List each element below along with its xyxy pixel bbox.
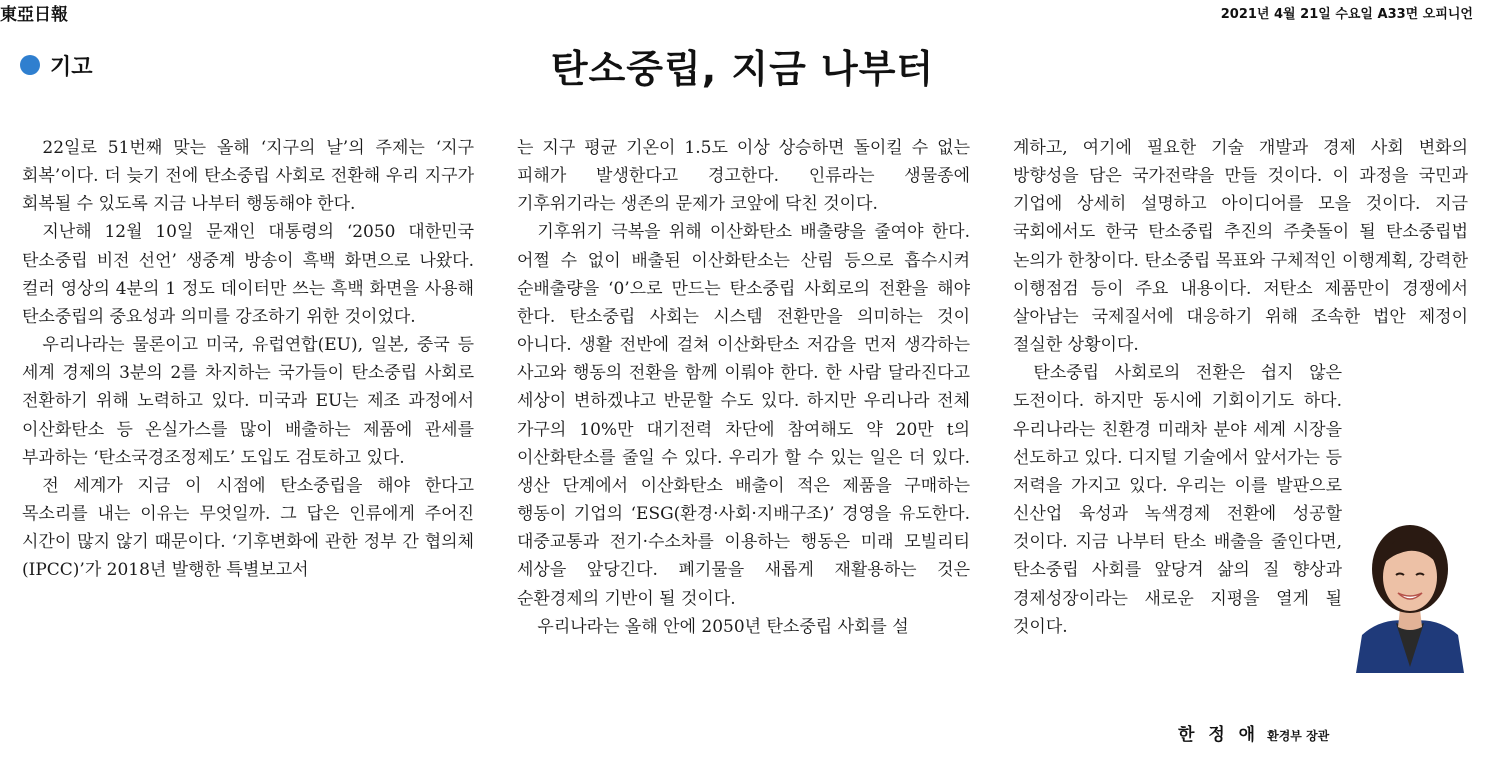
author-title: 환경부 장관 <box>1267 729 1330 743</box>
paragraph: 탄소중립 사회로의 전환은 쉽지 않은 도전이다. 하지만 동시에 기회이기도 하다. 우리나라는 친환경 미래차 분야 세계 시장을 선도하고 있다. 디지털 기술에서 앞서가는 등 저력을 가지고 있다. 우리는 이를 발판으로 신산업 육성과 녹색경제 전환에 성공할 것이다. 지금 나부터 탄소 배출을 줄인다면, 탄소중립 사회를 앞당겨 삶의 질 향상과 경제성장이라는 새로운 지평을 열게 될 것이다. <box>1013 363 1342 637</box>
newspaper-masthead: 東亞日報 <box>0 5 68 25</box>
paragraph: 는 지구 평균 기온이 1.5도 이상 상승하면 돌이킬 수 없는 피해가 발생한다고 경고한다. 인류라는 생물종에 기후위기라는 생존의 문제가 코앞에 닥친 것이다. <box>517 138 970 215</box>
article-column-3 <box>1013 134 1468 673</box>
paragraph: 기후위기 극복을 위해 이산화탄소 배출량을 줄여야 한다. 어쩔 수 없이 배출된 이산화탄소는 산림 등으로 흡수시켜 순배출량을 ‘0’으로 만드는 탄소중립 사회로의 전환을 해야 한다. 탄소중립 사회는 시스템 전환만을 의미하는 것이 아니다. 생활 전반에 걸쳐 이산화탄소 저감을 먼저 생각하는 사고와 행동의 전환을 함께 이뤄야 한다. 한 사람 달라진다고 세상이 변하겠냐고 반문할 수도 있다. 하지만 우리나라 전체 가구의 10%만 대기전력 차단에 참여해도 약 20만 t의 이산화탄소를 줄일 수 있다. 우리가 할 수 있는 일은 더 있다. 생산 단계에서 이산화탄소 배출이 적은 제품을 구매하는 행동이 기업의 ‘ESG(환경·사회·지배구조)’ 경영을 유도한다. 대중교통과 전기·수소차를 이용하는 행동은 미래 모빌리티 세상을 앞당긴다. 폐기물을 새롭게 재활용하는 것은 순환경제의 기반이 될 것이다. <box>517 222 970 609</box>
paragraph: 계하고, 여기에 필요한 기술 개발과 경제 사회 변화의 방향성을 담은 국가전략을 만들 것이다. 이 과정을 국민과 기업에 상세히 설명하고 아이디어를 모을 것이다. 지금 국회에서도 한국 탄소중립 추진의 주춧돌이 될 탄소중립법 논의가 한창이다. 탄소중립 목표와 구체적인 이행계획, 강력한 이행점검 등이 주요 내용이다. 저탄소 제품만이 경쟁에서 살아남는 국제질서에 대응하기 위해 조속한 법안 제정이 절실한 상황이다. <box>1013 138 1468 356</box>
headline: 탄소중립, 지금 나부터 <box>550 47 935 91</box>
dateline: 2021년 4월 21일 수요일 A33면 오피니언 <box>1220 7 1473 22</box>
author-name: 한 정 애 <box>1178 725 1260 745</box>
paragraph: 22일로 51번째 맞는 올해 ‘지구의 날’의 주제는 ‘지구 회복’이다. 더 늦기 전에 탄소중립 사회로 전환해 우리 지구가 회복될 수 있도록 지금 나부터 행동해야 한다. <box>22 138 474 215</box>
paragraph: 우리나라는 올해 안에 2050년 탄소중립 사회를 설 <box>537 616 909 637</box>
paragraph: 지난해 12월 10일 문재인 대통령의 ‘2050 대한민국 탄소중립 비전 선언’ 생중계 방송이 흑백 화면으로 나왔다. 컬러 영상의 4분의 1 정도 데이터만 쓰는 흑백 화면을 사용해 탄소중립의 중요성과 의미를 강조하기 위한 것이었다. <box>22 222 474 327</box>
paragraph: 전 세계가 지금 이 시점에 탄소중립을 해야 한다고 목소리를 내는 이유는 무엇일까. 그 답은 인류에게 주어진 시간이 많지 않기 때문이다. ‘기후변화에 관한 정부 간 협의체(IPCC)’가 2018년 발행한 특별보고서 <box>22 475 474 581</box>
author-byline <box>1178 720 1329 745</box>
author-portrait-icon <box>1352 517 1468 673</box>
section-label: 기고 <box>50 54 93 80</box>
article-column-1 <box>22 134 474 585</box>
paragraph: 우리나라는 물론이고 미국, 유럽연합(EU), 일본, 중국 등 세계 경제의 3분의 2를 차지하는 국가들이 탄소중립 사회로 전환하기 위해 노력하고 있다. 미국과 EU는 제조 과정에서 이산화탄소 등 온실가스를 많이 배출하는 제품에 관세를 부과하는 ‘탄소국경조정제도’ 도입도 검토하고 있다. <box>22 335 474 468</box>
article-column-2 <box>517 134 970 641</box>
author-portrait <box>1352 517 1468 673</box>
